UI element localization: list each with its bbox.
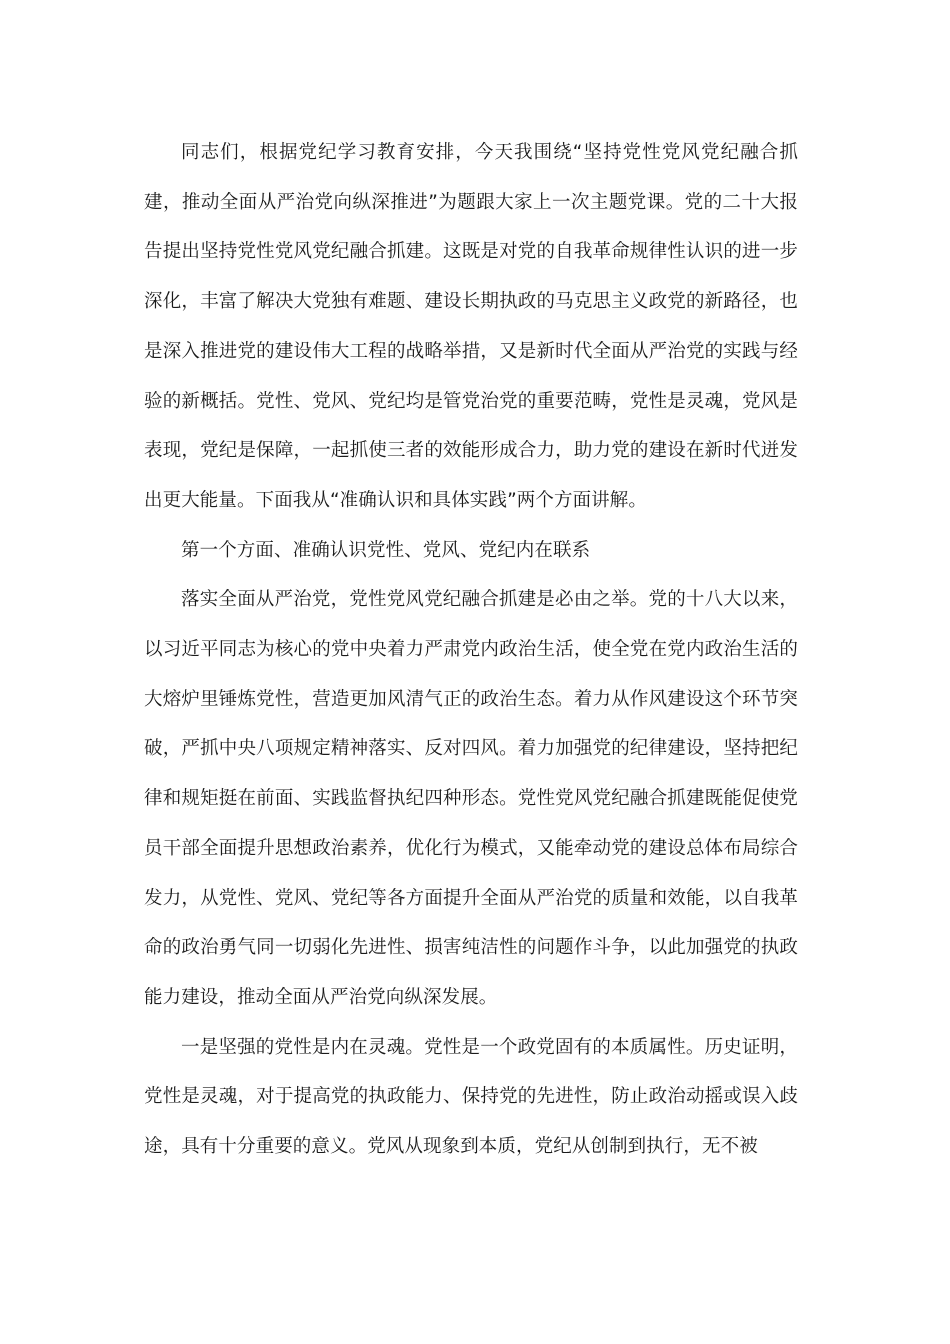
document-body: [144, 128, 798, 1172]
body-paragraph-partial: 一是坚强的党性是内在灵魂。党性是一个政党固有的本质属性。历史证明，党性是灵魂，对于提高党的执政能力、保持党的先进性，防止政治动摇或误入歧途，具有十分重要的意义。党风从现象到本质，党纪从创制到执行，无不被: [144, 1036, 798, 1158]
intro-paragraph: 同志们，根据党纪学习教育安排，今天我围绕“坚持党性党风党纪融合抓建，推动全面从严治党向纵深推进”为题跟大家上一次主题党课。党的二十大报告提出坚持党性党风党纪融合抓建。这既是对党的自我革命规律性认识的进一步深化，丰富了解决大党独有难题、建设长期执政的马克思主义政党的新路径，也是深入推进党的建设伟大工程的战略举措，又是新时代全面从严治党的实践与经验的新概括。党性、党风、党纪均是管党治党的重要范畴，党性是灵魂，党风是表现，党纪是保障，一起抓使三者的效能形成合力，助力党的建设在新时代迸发出更大能量。下面我从“准确认识和具体实践”两个方面讲解。: [144, 142, 798, 511]
body-paragraph: 落实全面从严治党，党性党风党纪融合抓建是必由之举。党的十八大以来，以习近平同志为核心的党中央着力严肃党内政治生活，使全党在党内政治生活的大熔炉里锤炼党性，营造更加风清气正的政治生态。着力从作风建设这个环节突破，严抓中央八项规定精神落实、反对四风。着力加强党的纪律建设，坚持把纪律和规矩挺在前面、实践监督执纪四种形态。党性党风党纪融合抓建既能促使党员干部全面提升思想政治素养，优化行为模式，又能牵动党的建设总体布局综合发力，从党性、党风、党纪等各方面提升全面从严治党的质量和效能，以自我革命的政治勇气同一切弱化先进性、损害纯洁性的问题作斗争，以此加强党的执政能力建设，推动全面从严治党向纵深发展。: [144, 589, 798, 1008]
section-heading: 第一个方面、准确认识党性、党风、党纪内在联系: [181, 539, 591, 561]
